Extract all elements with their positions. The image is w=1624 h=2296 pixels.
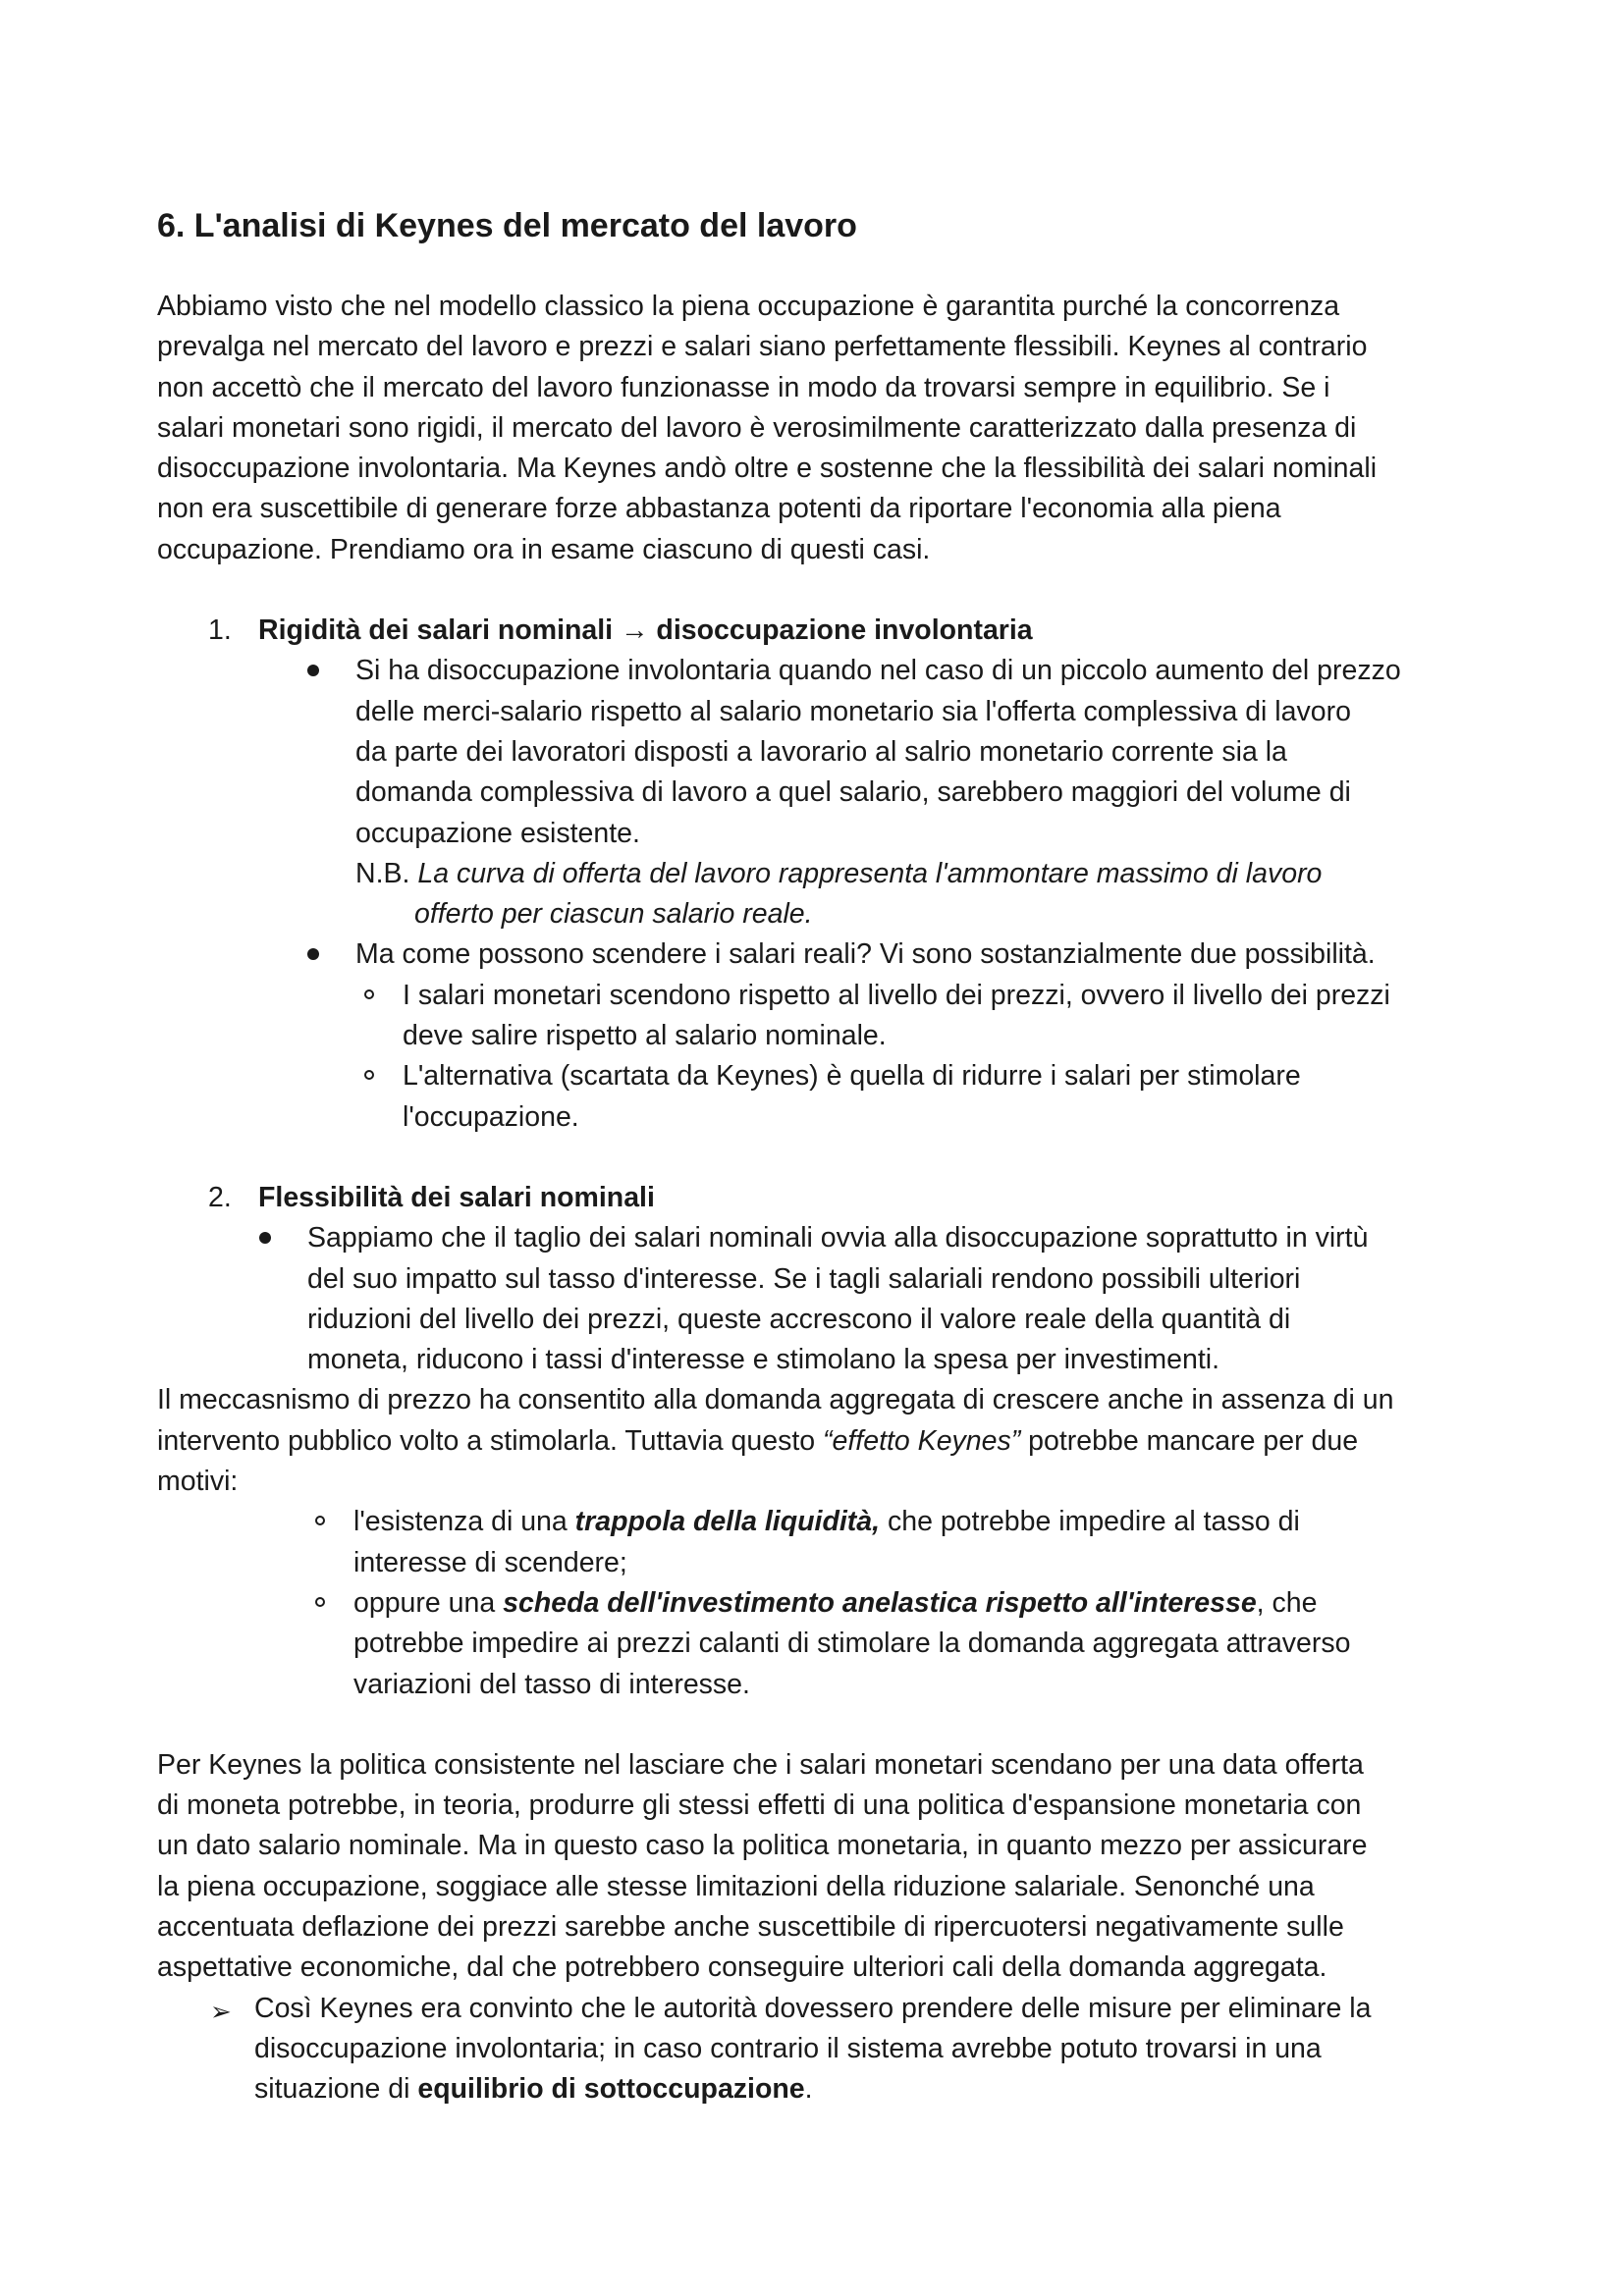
item-number: 2.: [208, 1181, 232, 1213]
item-heading: Flessibilità dei salari nominali: [258, 1181, 655, 1213]
text-line: variazioni del tasso di interesse.: [353, 1668, 750, 1700]
reason-item-1: [157, 1502, 1483, 1583]
disc-bullet-icon: [307, 948, 319, 960]
item-number: 1.: [208, 614, 232, 647]
text-span: oppure una: [353, 1586, 504, 1619]
text-line: Per Keynes la politica consistente nel lasciare che i salari monetari scendano per una data offerta: [157, 1748, 1364, 1781]
text-span: situazione di: [254, 2073, 418, 2106]
text-line: [353, 1583, 1483, 1624]
text-line: non accettò che il mercato del lavoro funzionasse in modo da trovarsi sempre in equilibrio. Se i: [157, 371, 1330, 403]
disc-bullet-icon: [259, 1232, 271, 1244]
circle-bullet-icon: [364, 1070, 374, 1080]
text-span: potrebbe mancare per due: [1020, 1424, 1359, 1457]
text-line: delle merci-salario rispetto al salario monetario sia l'offerta complessiva di lavoro: [355, 695, 1351, 727]
conclusion-paragraph: [157, 1745, 1483, 1989]
text-line: occupazione esistente.: [355, 817, 640, 849]
text-line: deve salire rispetto al salario nominale.: [403, 1020, 887, 1052]
text-line: Sappiamo che il taglio dei salari nominali ovvia alla disoccupazione soprattutto in virtù: [307, 1222, 1369, 1255]
effetto-keynes-term: “effetto Keynes”: [823, 1424, 1021, 1457]
numbered-item-1: [157, 611, 1483, 1138]
nb-note-continued: [355, 894, 1483, 934]
circle-bullet-icon: [315, 1597, 325, 1607]
text-line: I salari monetari scendono rispetto al livello dei prezzi, ovvero il livello dei prezzi: [403, 979, 1390, 1011]
bullet-item: [258, 1218, 1483, 1380]
arrowhead-bullet-icon: ➢: [210, 1996, 232, 2026]
text-line: occupazione. Prendiamo ora in esame ciascuno di questi casi.: [157, 533, 931, 565]
text-span: che potrebbe impedire al tasso di: [880, 1506, 1300, 1538]
section-title: 6. L'analisi di Keynes del mercato del lavoro: [157, 207, 857, 244]
text-span: intervento pubblico volto a stimolarla. Tuttavia questo: [157, 1424, 824, 1457]
text-line: disoccupazione involontaria; in caso contrario il sistema avrebbe potuto trovarsi in una: [254, 2032, 1322, 2064]
text-line: Si ha disoccupazione involontaria quando nel caso di un piccolo aumento del prezzo: [355, 655, 1401, 687]
text-line: [353, 1502, 1483, 1542]
text-span: l'esistenza di una: [353, 1506, 575, 1538]
text-line: riduzioni del livello dei prezzi, queste accrescono il valore reale della quantità di: [307, 1303, 1291, 1335]
sub-bullet-item: [258, 1056, 1483, 1138]
bullet-item: [258, 934, 1483, 975]
equilibrium-term: equilibrio di sottoccupazione: [417, 2073, 805, 2106]
text-line: [254, 2069, 1483, 2109]
text-line: Abbiamo visto che nel modello classico la piena occupazione è garantita purché la concorrenza: [157, 291, 1340, 322]
text-span: , che: [1256, 1586, 1318, 1619]
text-line: non era suscettibile di generare forze abbastanza potenti da riportare l'economia alla piena: [157, 493, 1281, 525]
sub-bullet-item: [258, 976, 1483, 1057]
text-line: l'occupazione.: [403, 1100, 579, 1133]
document-page: [157, 204, 1483, 2109]
text-line: interesse di scendere;: [353, 1546, 627, 1578]
text-line: del suo impatto sul tasso d'interesse. Se i tagli salariali rendono possibili ulteriori: [307, 1262, 1301, 1295]
text-line: aspettative economiche, dal che potrebbero conseguire ulteriori cali della domanda aggregata.: [157, 1951, 1327, 1984]
intro-paragraph: [157, 287, 1483, 570]
text-line: salari monetari sono rigidi, il mercato del lavoro è verosimilmente caratterizzato dalla presenza di: [157, 411, 1357, 444]
item-heading: Rigidità dei salari nominali → disoccupazione involontaria: [258, 614, 1033, 647]
text-line: Il meccasnismo di prezzo ha consentito alla domanda aggregata di crescere anche in assenza di un: [157, 1384, 1394, 1416]
text-line: motivi:: [157, 1466, 239, 1498]
text-line: da parte dei lavoratori disposti a lavorario al salrio monetario corrente sia la: [355, 735, 1287, 768]
text-line: potrebbe impedire ai prezzi calanti di stimolare la domanda aggregata attraverso: [353, 1628, 1351, 1660]
text-line: di moneta potrebbe, in teoria, produrre gli stessi effetti di una politica d'espansione monetaria con: [157, 1789, 1362, 1822]
text-line: moneta, riducono i tassi d'interesse e stimolano la spesa per investimenti.: [307, 1344, 1219, 1376]
mechanism-paragraph: [157, 1380, 1483, 1502]
nb-text: La curva di offerta del lavoro rappresenta l'ammontare massimo di lavoro: [417, 857, 1323, 889]
liquidity-trap-term: trappola della liquidità,: [574, 1506, 881, 1538]
text-line: L'alternativa (scartata da Keynes) è quella di ridurre i salari per stimolare: [403, 1060, 1301, 1093]
numbered-item-2: [157, 1178, 1483, 1380]
text-line: prevalga nel mercato del lavoro e prezzi e salari siano perfettamente flessibili. Keynes al contrario: [157, 331, 1368, 363]
text-line: un dato salario nominale. Ma in questo caso la politica monetaria, in quanto mezzo per assicurare: [157, 1830, 1368, 1862]
text-line: accentuata deflazione dei prezzi sarebbe anche suscettibile di ripercuotersi negativamente sulle: [157, 1910, 1344, 1943]
reason-item-2: [157, 1583, 1483, 1705]
bullet-item: [258, 651, 1483, 934]
final-point: [157, 1989, 1483, 2110]
text-line: domanda complessiva di lavoro a quel salario, sarebbero maggiori del volume di: [355, 776, 1351, 809]
circle-bullet-icon: [364, 989, 374, 999]
nb-note: [355, 854, 1483, 894]
text-line: la piena occupazione, soggiace alle stesse limitazioni della riduzione salariale. Senonché una: [157, 1870, 1315, 1902]
nb-label: N.B.: [355, 857, 410, 889]
text-span: .: [804, 2073, 813, 2106]
disc-bullet-icon: [307, 665, 319, 676]
inelastic-investment-term: scheda dell'investimento anelastica rispetto all'interesse: [503, 1586, 1257, 1619]
text-line: [157, 1421, 1483, 1462]
text-line: disoccupazione involontaria. Ma Keynes andò oltre e sostenne che la flessibilità dei salari nominali: [157, 453, 1378, 485]
text-line: Così Keynes era convinto che le autorità dovessero prendere delle misure per eliminare la: [254, 1992, 1372, 2024]
nb-text: offerto per ciascun salario reale.: [414, 898, 813, 931]
circle-bullet-icon: [315, 1516, 325, 1525]
text-line: Ma come possono scendere i salari reali? Vi sono sostanzialmente due possibilità.: [355, 938, 1376, 971]
